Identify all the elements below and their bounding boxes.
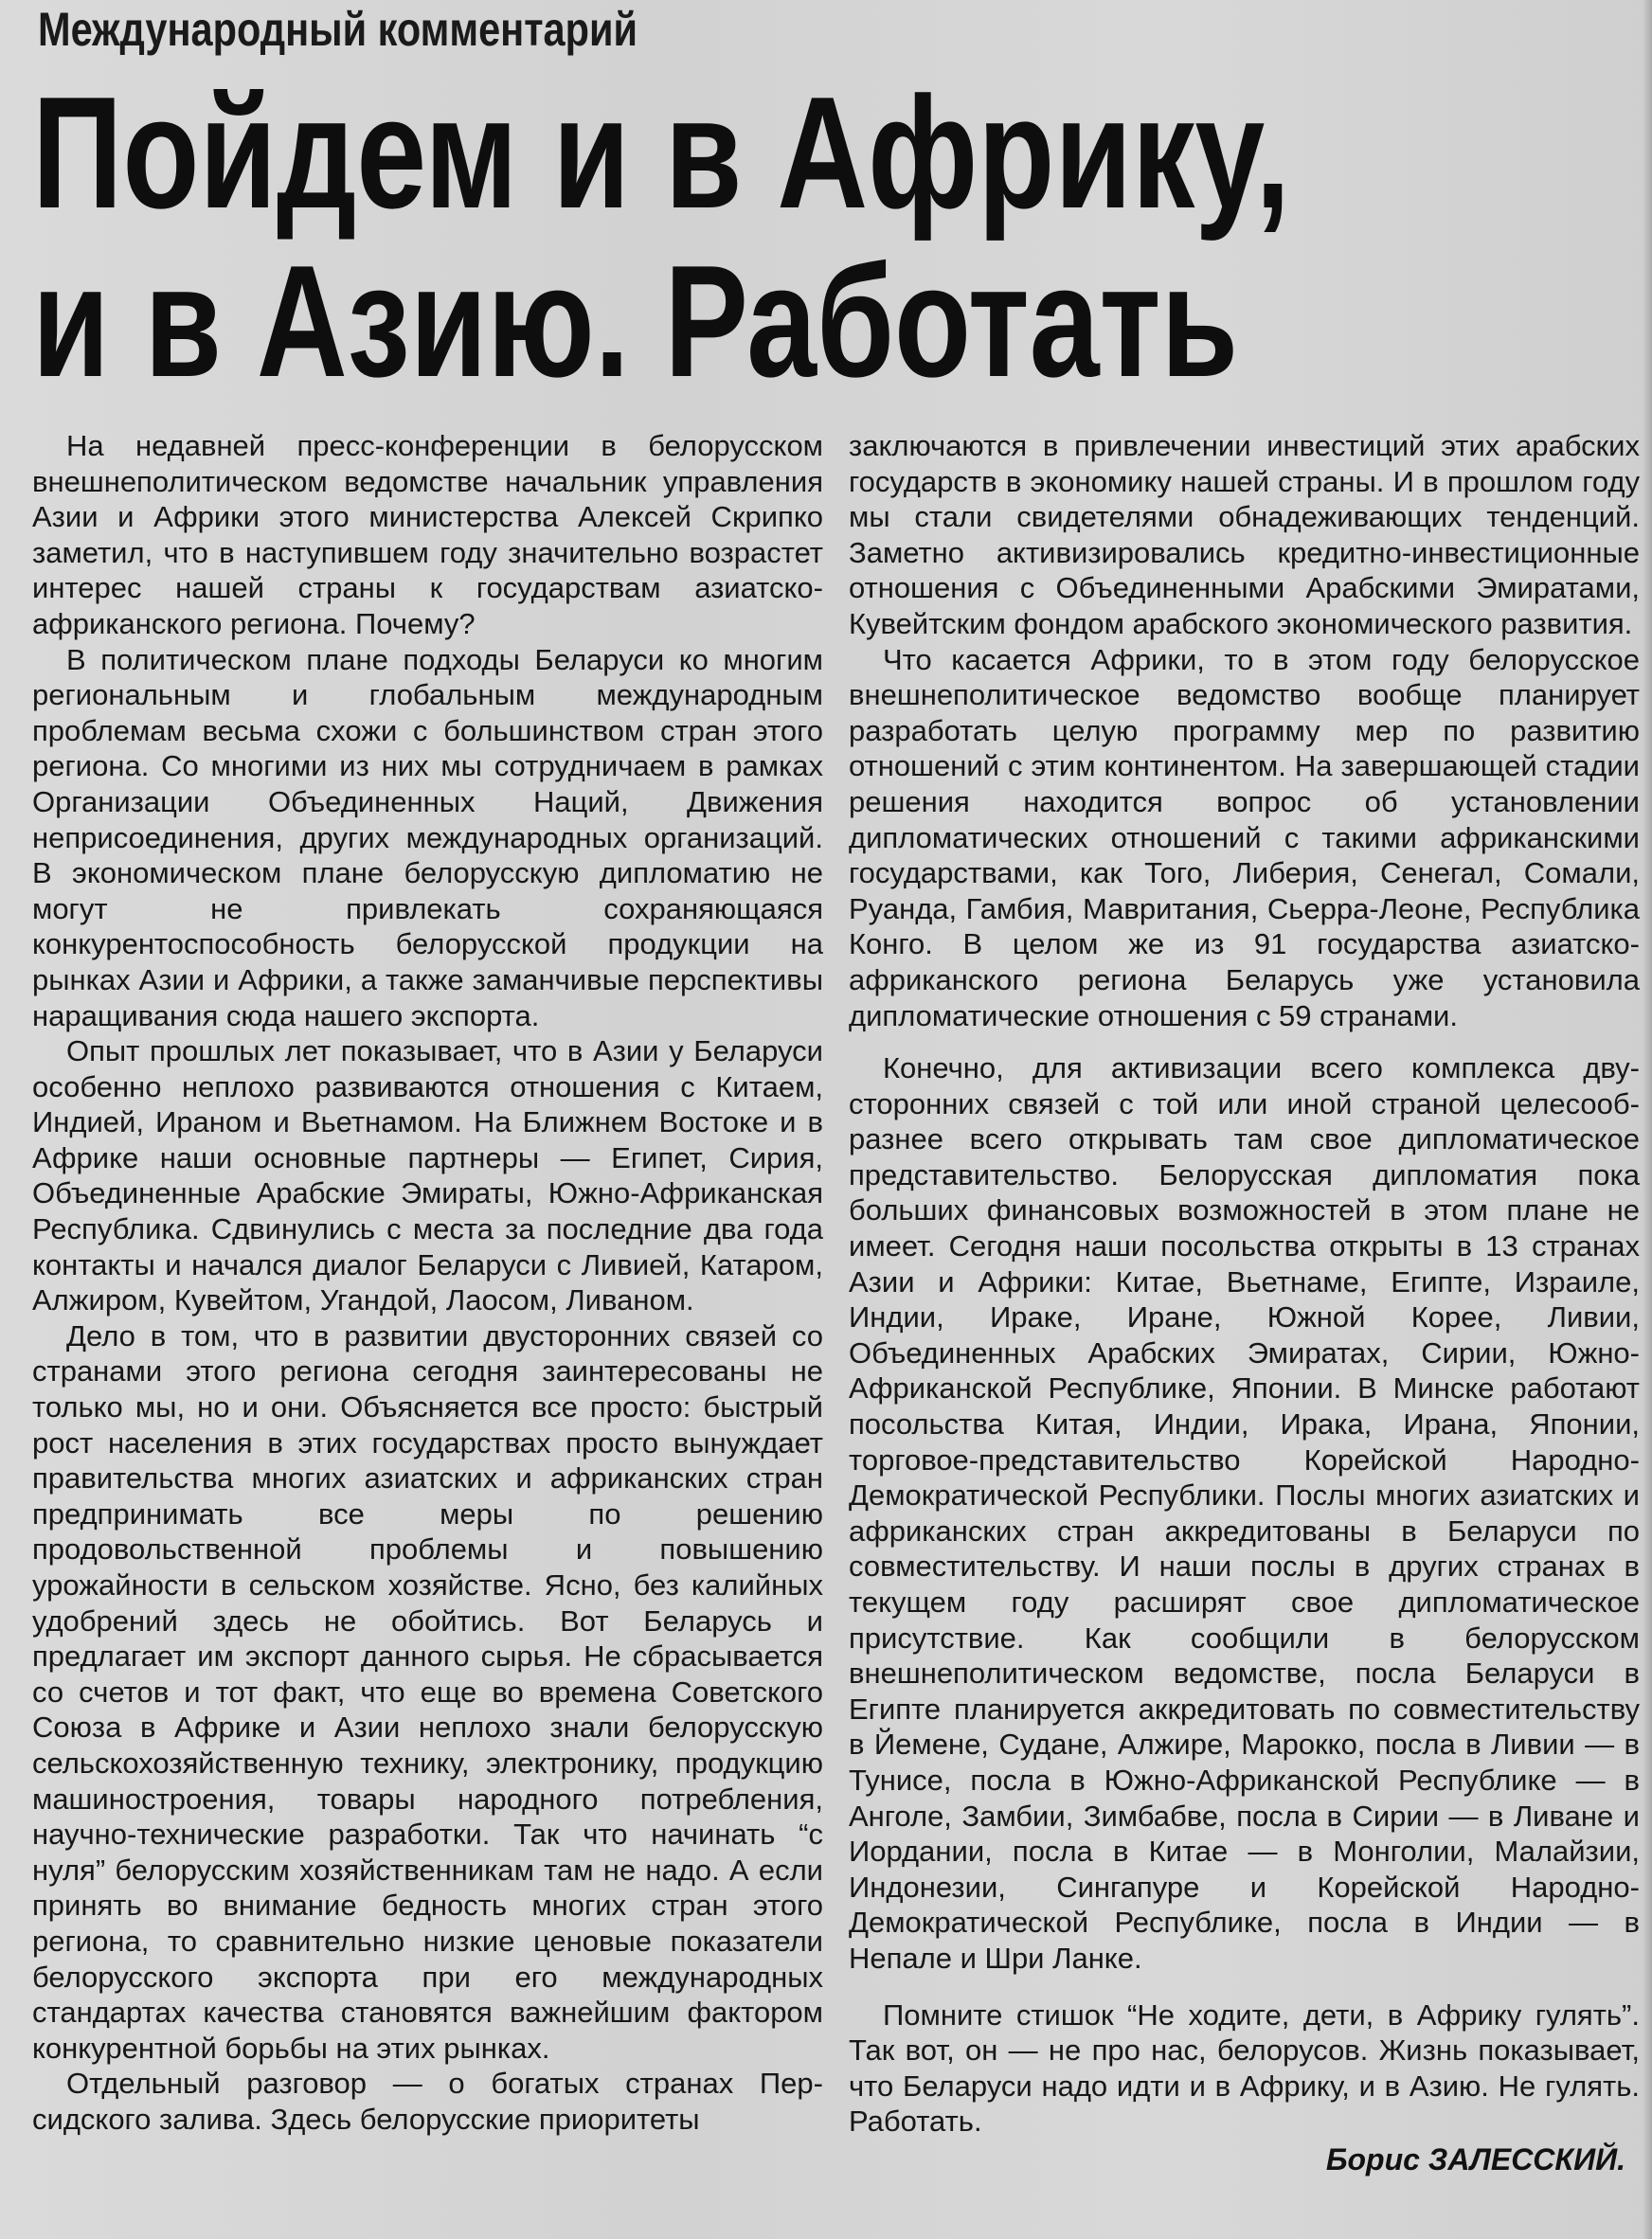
right-column [849, 428, 1640, 2204]
paragraph: На недавней пресс-конференции в белорусском внешнеполитическом ведомстве начальник управления Азии и Африки этого министерства Алексей Скрипко заметил, что в наступившем году значительно возрастет интерес нашей страны к государствам азиатско-африканского региона. Почему? [32, 429, 823, 640]
paragraph: Опыт прошлых лет показывает, что в Азии у Беларуси особенно неплохо развиваются отношения с Китаем, Индией, Ираном и Вьетнамом. На Ближнем Востоке и в Африке наши основные партнеры — Египет, Сирия, Объединенные Арабские Эмираты, Южно-Африканская Республика. Сдвинулись с места за последние два года контакты и начался диалог Беларуси с Ливией, Катаром, Алжиром, Кувейтом, Угандой, Лаосом, Ливаном. [32, 1034, 823, 1317]
paragraph: Дело в том, что в развитии двусторонних связей со странами этого региона сегодня заинтересованы не только мы, но и они. Объясняется все просто: быстрый рост населения в этих государствах просто вынуждает правительства многих азиатских и африканских стран предпринимать все меры по решению продовольственной проблемы и повышению урожайности в сельском хозяйстве. Ясно, без калийных удобрений здесь не обойтись. Вот Беларусь и предлагает им экспорт данного сырья. Не сбрасывается со счетов и тот факт, что еще во времена Советского Союза в Африке и Азии неплохо знали белорусскую сельскохозяйственную технику, электронику, продукцию машиностроения, товары народного потребления, научно-технические разработки. Так что начинать “с нуля” белорусским хозяйственникам там не надо. А если принять во внимание бедность многих стран этого региона, то сравнительно низкие ценовые показатели белорусского экспорта при его международных стандартах качества становятся важнейшим фактором конкурентной борьбы на этих рынках. [32, 1318, 823, 2065]
page-edge-shadow [1643, 0, 1652, 2239]
article-headline [32, 63, 1304, 410]
headline-line-2: и в Азию. Работать [32, 232, 1239, 410]
left-column [32, 428, 823, 2204]
paragraph: Помните стишок “Не ходите, дети, в Африку гулять”. Так вот, он — не про нас, белорусов. Жизнь показывает, что Беларуси надо идти и в Африку, и в Азию. Не гулять. Работать. [849, 1997, 1640, 2139]
headline-line-1: Пойдем и в Африку, [32, 63, 1291, 242]
paragraph: заключаются в привлечении инвестиций этих арабских государств в экономику нашей страны. И в прошлом году мы стали свидетелями обнадеживающих тенденций. Заметно активизировались кредитно-инвестиционные отношения с Объединенными Арабскими Эмиратами, Кувейтским фондом арабского экономического развития. [849, 429, 1640, 640]
paragraph: Отдельный разговор — о богатых странах Персидского залива. Здесь белорусские приоритеты [32, 2067, 823, 2136]
author-signature: Борис ЗАЛЕССКИЙ. [1325, 2142, 1625, 2176]
paragraph: Что касается Африки, то в этом году белорусское внешнеполитическое ведомство вообще планирует разработать целую программу мер по развитию отношений с этим континентом. На завершающей стадии решения находится вопрос об установлении дипломатических отношений с такими африканскими государствами, как Того, Либерия, Сенегал, Сомали, Руанда, Гамбия, Мавритания, Сьерра-Леоне, Республика Конго. В целом же из 91 государства азиатско-африканского региона Беларусь уже установила дипломатические отношения с 59 странами. [849, 642, 1640, 1032]
rubric-heading: Международный комментарий [38, 3, 638, 56]
article-body [32, 428, 1640, 2204]
paragraph: Конечно, для активизации всего комплекса двусторонних связей с той или иной страной целесообразнее всего открывать там свое дипломатическое представительство. Белорусская дипломатия пока больших финансовых возможностей в этом плане не имеет. Сегодня наши посольства открыты в 13 странах Азии и Африки: Китае, Вьетнаме, Египте, Израиле, Индии, Ираке, Иране, Южной Корее, Ливии, Объединенных Арабских Эмиратах, Сирии, Южно-Африканской Республике, Японии. В Минске работают посольства Китая, Индии, Ирака, Ирана, Японии, торговое-представительство Корейской Народно-Демократической Республики. Послы многих азиатских и африканских стран аккредитованы в Беларуси по совместительству. И наши послы в других странах в текущем году расширят свое дипломатическое присутствие. Как сообщили в белорусском внешнеполитическом ведомстве, посла Беларуси в Египте планируется аккредитовать по совместительству в Йемене, Судане, Алжире, Марокко, посла в Ливии — в Тунисе, посла в Южно-Африканской Республике — в Анголе, Замбии, Зимбабве, посла в Сирии — в Ливане и Иордании, посла в Китае — в Монголии, Малайзии, Индонезии, Сингапуре и Корейской Народно-Демократической Республике, посла в Индии — в Непале и Шри Ланке. [849, 1051, 1640, 1975]
paragraph: В политическом плане подходы Беларуси ко многим региональным и глобальным международным проблемам весьма схожи с большинством стран этого региона. Со многими из них мы сотрудничаем в рамках Организации Объединенных Наций, Движения неприсоединения, других международных организаций. В экономическом плане белорусскую дипломатию не могут не привлекать сохраняющаяся конкурентоспособность белорусской продукции на рынках Азии и Африки, а также заманчивые перспективы наращивания сюда нашего экспорта. [32, 642, 823, 1032]
